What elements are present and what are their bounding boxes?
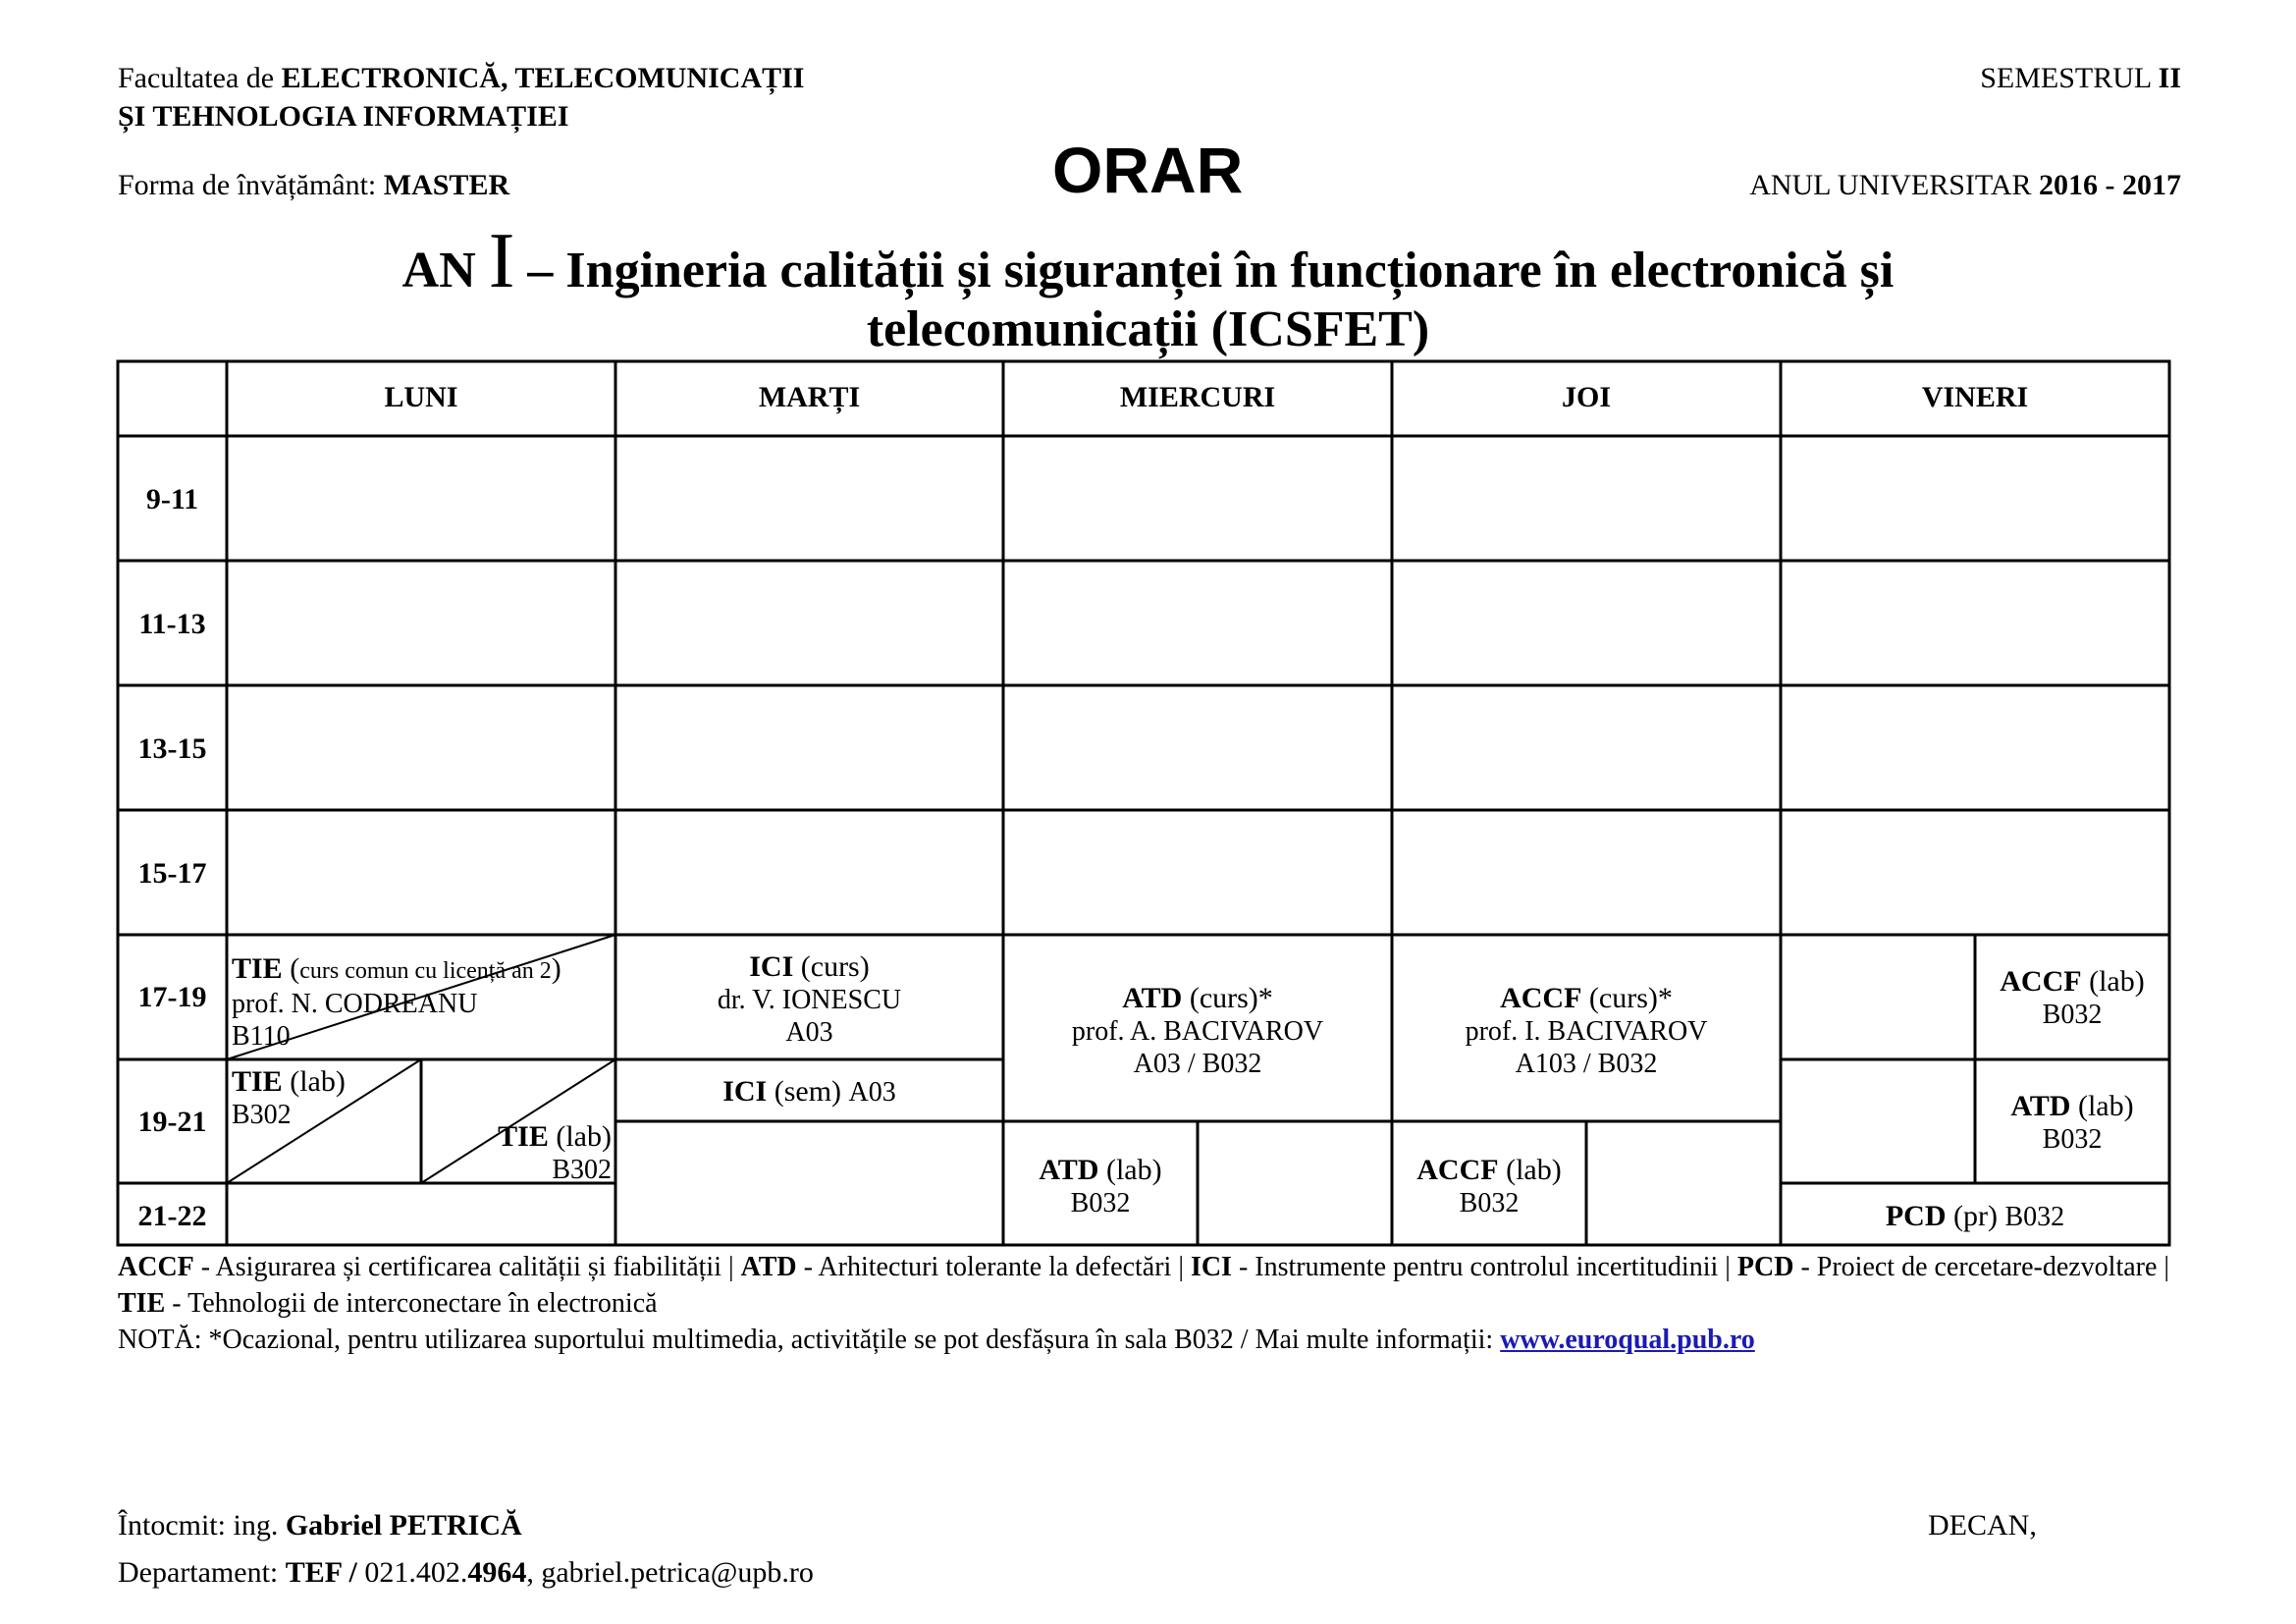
class-accf-lab-fri: [1975, 965, 2169, 1031]
study-form-prefix: Forma de învățământ:: [118, 169, 384, 201]
day-header: MARȚI: [758, 381, 861, 413]
academic-year-value: 2016 - 2017: [2039, 169, 2181, 201]
day-header: VINERI: [1921, 381, 2029, 413]
legend-code: ICI: [1190, 1252, 1232, 1282]
course-room: B302: [232, 1100, 292, 1130]
prepared-by: [118, 1507, 522, 1544]
time-slot: 19-21: [137, 1106, 207, 1138]
course-room: A03 / B032: [1133, 1049, 1262, 1079]
course-room: B032: [2042, 1000, 2103, 1030]
course-type: (lab): [2070, 1090, 2134, 1122]
course-room: A03: [848, 1077, 896, 1108]
class-ici-sem: [615, 1075, 1003, 1109]
legend-text: - Instrumente pentru controlul incertitudinii |: [1231, 1252, 1737, 1282]
legend: [118, 1249, 2199, 1322]
legend-code: PCD: [1736, 1252, 1794, 1282]
course-teacher: prof. I. BACIVAROV: [1465, 1016, 1708, 1047]
course-code: PCD: [1885, 1200, 1947, 1232]
legend-text: - Tehnologii de interconectare în electronică: [165, 1288, 658, 1319]
course-type: (lab): [1498, 1154, 1562, 1186]
class-atd-curs: [1003, 982, 1392, 1080]
class-ici-curs: [615, 950, 1003, 1049]
course-type: (curs): [793, 950, 870, 983]
course-code: ICI: [722, 1075, 768, 1108]
class-accf-curs: [1392, 982, 1781, 1080]
class-tie-curs: [232, 952, 561, 1053]
dept-prefix: Departament:: [118, 1556, 286, 1589]
faculty-name-2: ȘI TEHNOLOGIA INFORMAȚIEI: [118, 100, 569, 133]
course-code: TIE: [232, 1065, 283, 1098]
course-room: A03: [785, 1017, 833, 1048]
day-header: LUNI: [384, 381, 458, 413]
course-type: (lab): [1098, 1154, 1162, 1186]
faculty-name-1: ELECTRONICĂ, TELECOMUNICAȚII: [281, 62, 805, 94]
course-code: ATD: [2010, 1090, 2071, 1122]
class-accf-lab: [1392, 1154, 1586, 1219]
note: [118, 1322, 2199, 1358]
phone-part-1: 021.402.: [364, 1556, 468, 1589]
course-teacher: dr. V. IONESCU: [717, 985, 902, 1015]
day-header: MIERCURI: [1119, 381, 1276, 413]
legend-text: - Asigurarea și certificarea calității și fiabilității |: [193, 1252, 741, 1282]
course-type: (curs)*: [1182, 982, 1273, 1014]
note-label: NOTĂ: [118, 1325, 194, 1355]
course-code: TIE: [232, 952, 283, 985]
prepared-name: Gabriel PETRICĂ: [285, 1509, 522, 1542]
legend-code: ACCF: [118, 1252, 194, 1282]
course-teacher: prof. A. BACIVAROV: [1071, 1016, 1324, 1047]
time-slot: 17-19: [137, 981, 207, 1013]
legend-code: TIE: [118, 1288, 166, 1319]
time-slot: 15-17: [137, 857, 207, 890]
course-type: (pr): [1946, 1200, 2005, 1232]
course-code: ACCF: [1500, 982, 1582, 1014]
page-title: ORAR: [1052, 134, 1244, 206]
course-code: ATD: [1039, 1154, 1099, 1186]
program-title-line-2: telecomunicații (ICSFET): [866, 301, 1430, 357]
legend-text: - Proiect de cercetare-dezvoltare |: [1793, 1252, 2170, 1282]
class-tie-lab-b: [421, 1120, 612, 1186]
class-atd-lab-fri: [1975, 1090, 2169, 1156]
semester-prefix: SEMESTRUL: [1980, 62, 2159, 94]
course-code: ACCF: [1416, 1154, 1499, 1186]
course-room: B032: [2004, 1202, 2065, 1232]
email: , gabriel.petrica@upb.ro: [526, 1556, 814, 1589]
course-type: (lab): [548, 1120, 612, 1153]
time-slot: 21-22: [137, 1200, 207, 1232]
department: [118, 1554, 814, 1592]
website-link[interactable]: www.euroqual.pub.ro: [1500, 1325, 1755, 1355]
study-form-value: MASTER: [383, 169, 510, 201]
semester-value: II: [2158, 62, 2181, 94]
course-room: B032: [1459, 1188, 1520, 1218]
course-type-close: ): [551, 952, 561, 985]
course-type: (sem): [767, 1075, 849, 1108]
faculty-prefix: Facultatea de: [118, 62, 282, 94]
course-teacher: prof. N. CODREANU: [232, 989, 478, 1019]
time-slot: 13-15: [137, 732, 207, 765]
note-text: : *Ocazional, pentru utilizarea suportului multimedia, activitățile se pot desfășura în sala B032 / Mai multe informații:: [193, 1325, 1501, 1355]
legend-code: ATD: [740, 1252, 797, 1282]
dept-value: TEF /: [285, 1556, 365, 1589]
day-header: JOI: [1561, 381, 1611, 413]
time-slot: 9-11: [145, 483, 199, 515]
course-code: ACCF: [2000, 965, 2082, 998]
course-type: curs comun cu licență an 2: [299, 958, 552, 984]
course-code: TIE: [498, 1120, 549, 1153]
legend-text: - Arhitecturi tolerante la defectări |: [796, 1252, 1191, 1282]
program-name: – Ingineria calității și siguranței în funcționare în electronică și: [514, 243, 1895, 298]
course-type: (lab): [282, 1065, 346, 1098]
class-pcd-pr: [1781, 1200, 2169, 1233]
course-room: B110: [232, 1021, 291, 1052]
course-code: ATD: [1122, 982, 1183, 1014]
course-type: (curs)*: [1581, 982, 1673, 1014]
dean-label: DECAN,: [1928, 1509, 2037, 1542]
course-code: ICI: [749, 950, 794, 983]
academic-year-prefix: ANUL UNIVERSITAR: [1749, 169, 2039, 201]
course-type: (lab): [2081, 965, 2145, 998]
class-atd-lab: [1003, 1154, 1198, 1219]
course-room: B032: [1070, 1188, 1131, 1218]
time-slot: 11-13: [138, 608, 206, 640]
prepared-prefix: Întocmit: ing.: [118, 1509, 286, 1542]
course-type-open: (: [282, 952, 300, 985]
class-tie-lab-a: [232, 1065, 346, 1131]
course-room: B032: [2042, 1124, 2103, 1155]
course-room: B302: [552, 1155, 612, 1185]
an-label: AN: [401, 243, 489, 298]
phone-part-2: 4964: [467, 1556, 527, 1589]
an-value: I: [488, 218, 515, 304]
course-room: A103 / B032: [1515, 1049, 1658, 1079]
